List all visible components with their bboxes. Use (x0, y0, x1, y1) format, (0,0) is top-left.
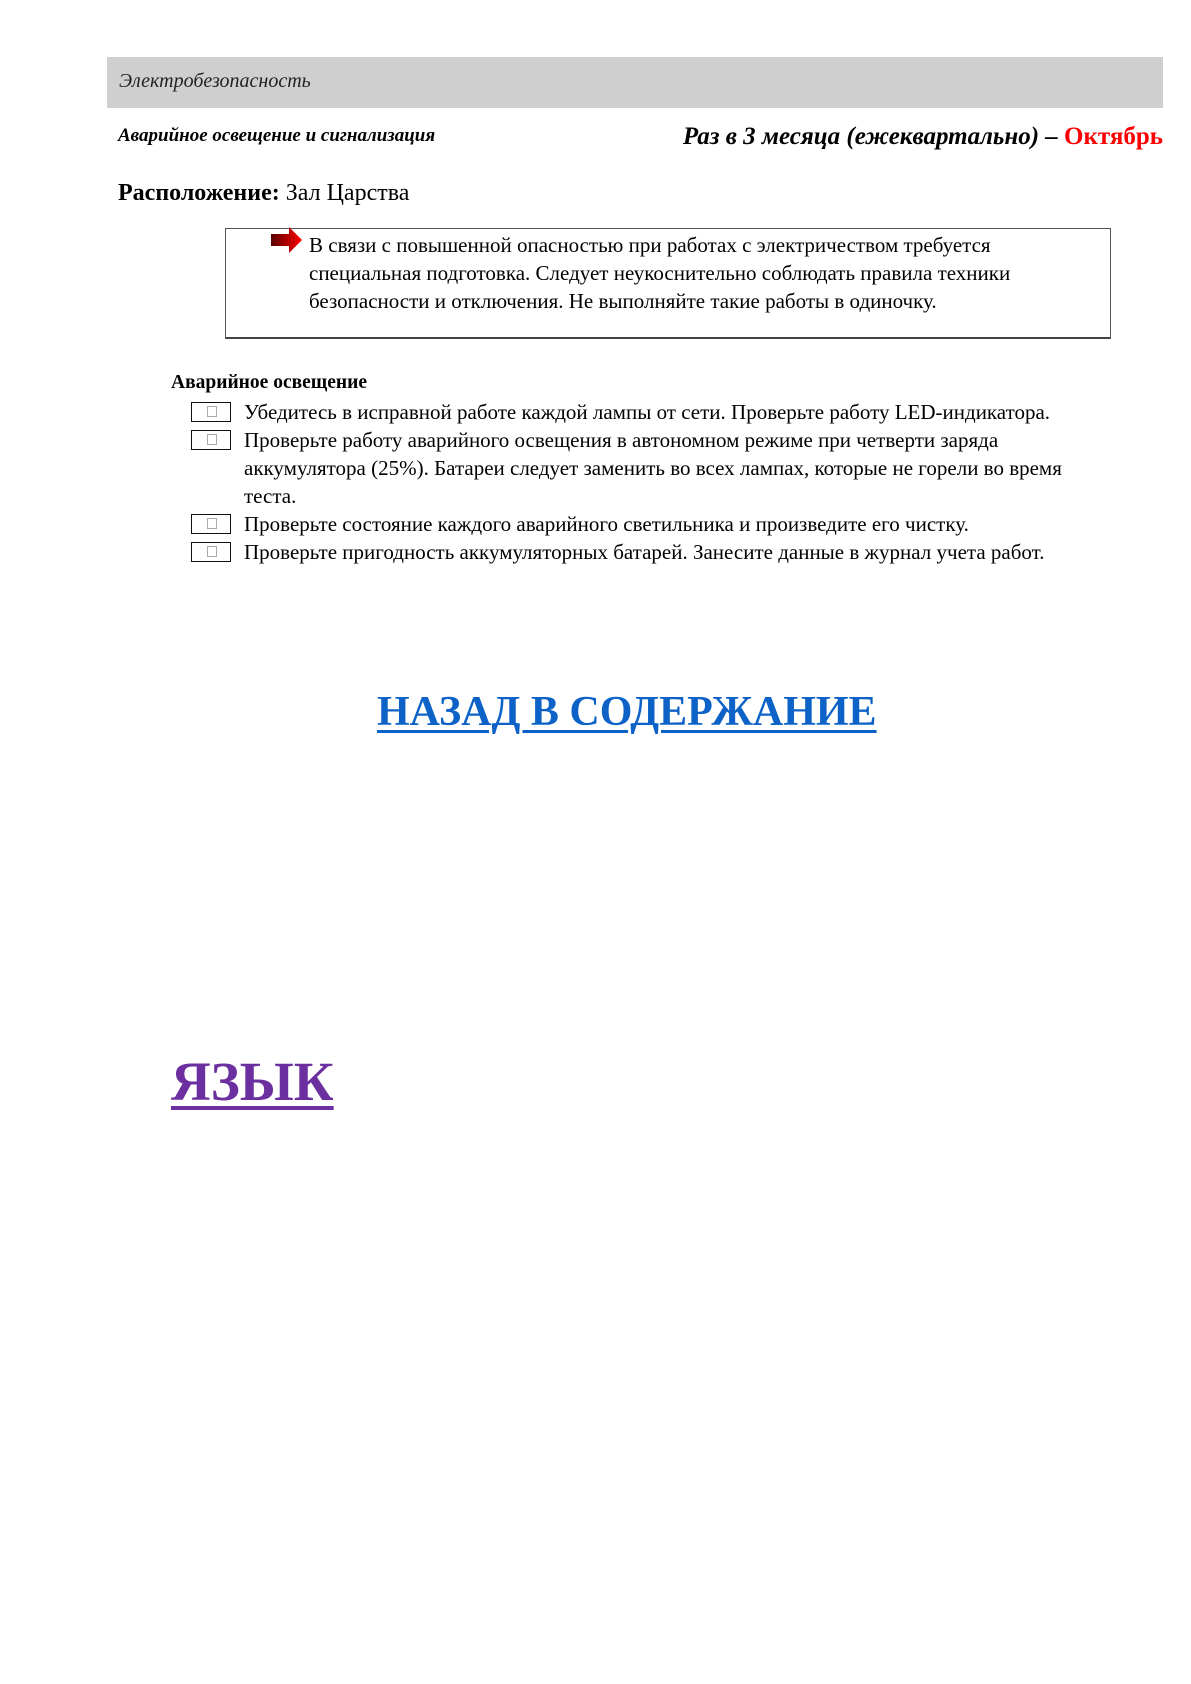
back-to-contents-link[interactable]: НАЗАД В СОДЕРЖАНИЕ (377, 689, 877, 735)
checklist-item (191, 398, 1111, 426)
checklist-item-text: Проверьте состояние каждого аварийного светильника и произведите его чистку. (244, 512, 969, 536)
checkbox[interactable] (191, 542, 231, 562)
warning-text: В связи с повышенной опасностью при работах с электричеством требуется специальная подготовка. Следует неукоснительно соблюдать правила техники безопасности и отключения. Не выполняйте такие работы в одиночку. (309, 233, 1011, 313)
month-label: Октябрь (1064, 123, 1163, 150)
checklist-item-text: Убедитесь в исправной работе каждой лампы от сети. Проверьте работу LED-индикатора. (244, 400, 1051, 424)
checklist (191, 398, 1111, 566)
location-label: Расположение: (118, 180, 280, 206)
frequency-text: Раз в 3 месяца (ежеквартально) – (682, 123, 1065, 150)
checklist-item (191, 510, 1111, 538)
checklist-item (191, 538, 1111, 566)
location-line (118, 180, 409, 207)
warning-box (225, 228, 1111, 339)
checkbox[interactable] (191, 402, 231, 422)
frequency-line (683, 123, 1163, 151)
checkbox[interactable] (191, 430, 231, 450)
section-title: Аварийное освещение (171, 372, 368, 393)
checklist-item (191, 426, 1111, 510)
task-subtitle: Аварийное освещение и сигнализация (118, 125, 436, 146)
category-title: Электробезопасность (119, 70, 311, 92)
red-arrow-icon (271, 227, 303, 253)
language-link[interactable]: ЯЗЫК (171, 1051, 334, 1112)
location-value: Зал Царства (279, 180, 410, 206)
checklist-item-text: Проверьте работу аварийного освещения в автономном режиме при четверти заряда аккумулятора (25%). Батареи следует заменить во всех лампах, которые не горели во время теста. (244, 428, 1062, 508)
category-header-band (107, 57, 1163, 108)
checklist-item-text: Проверьте пригодность аккумуляторных батарей. Занесите данные в журнал учета работ. (244, 540, 1045, 564)
checkbox[interactable] (191, 514, 231, 534)
